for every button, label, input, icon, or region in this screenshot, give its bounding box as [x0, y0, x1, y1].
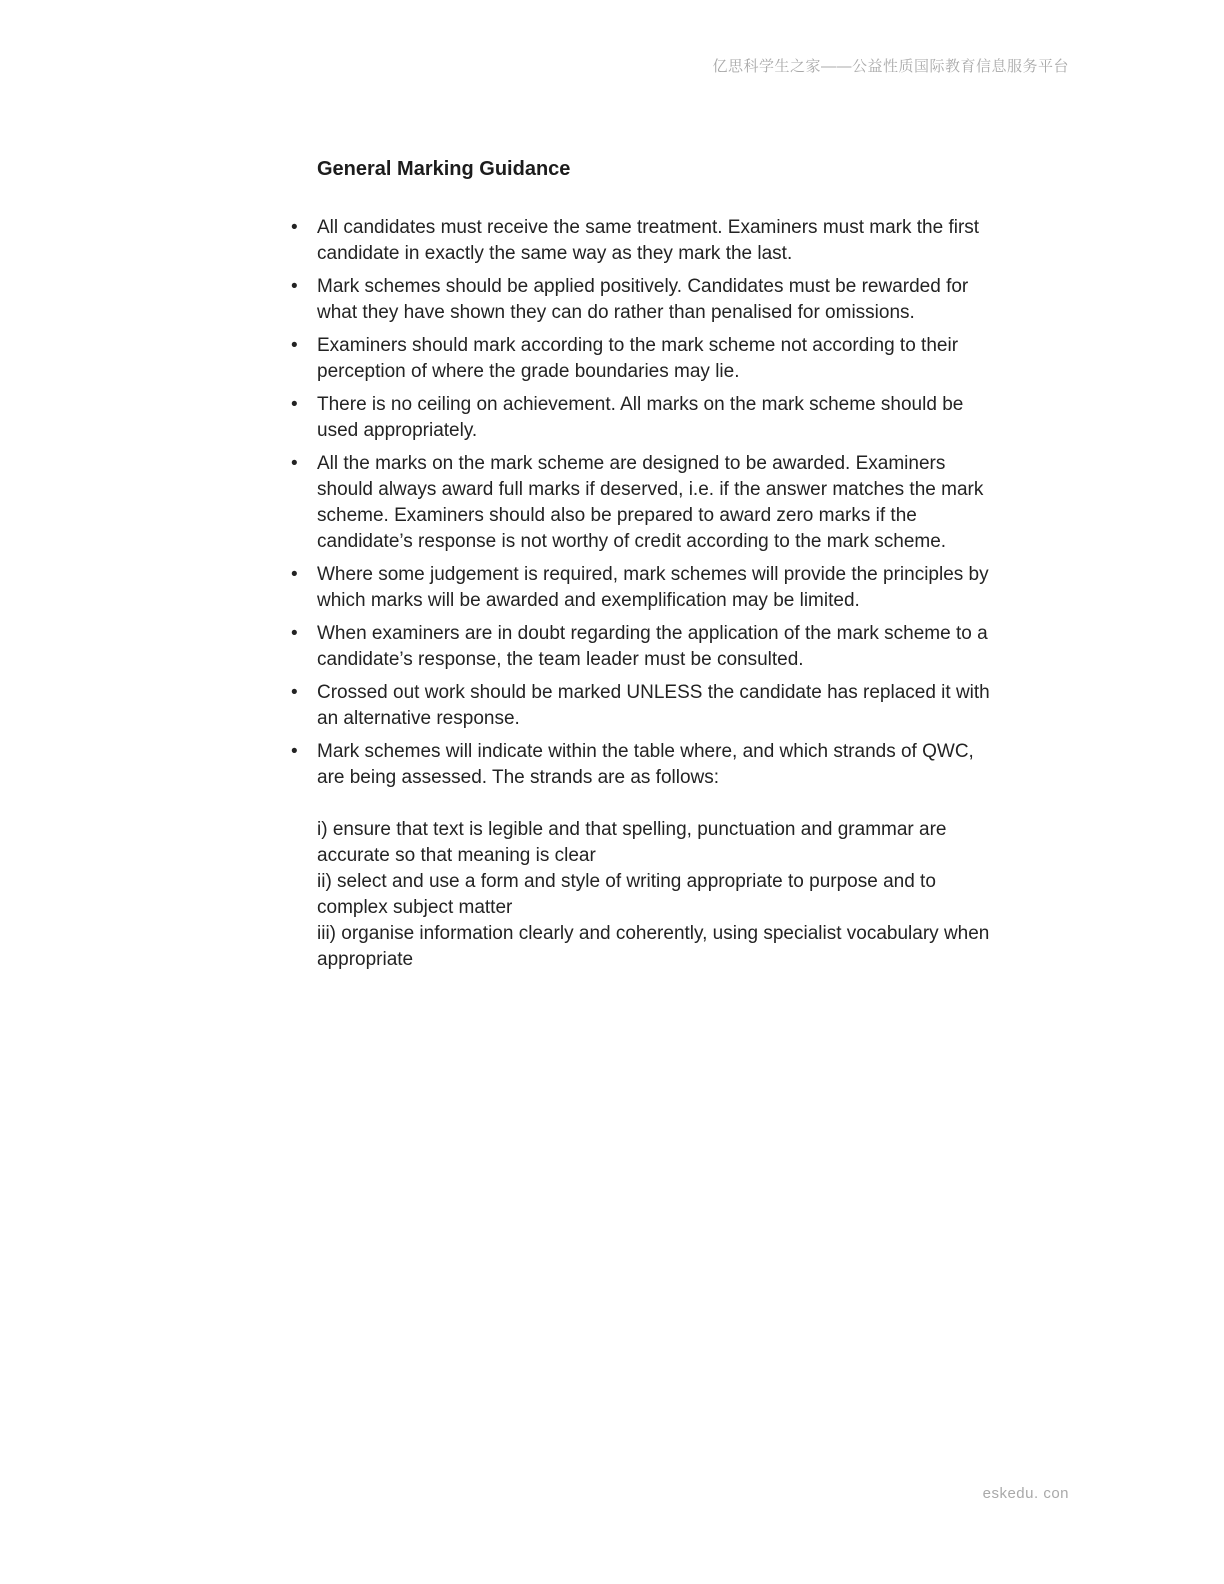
bullet-text: Examiners should mark according to the mark scheme not according to their perception of where the grade boundaries may lie.	[317, 335, 959, 382]
bullet-text: When examiners are in doubt regarding the application of the mark scheme to a candidate’s response, the team leader must be consulted.	[317, 623, 988, 670]
header-watermark: 亿思科学生之家——公益性质国际教育信息服务平台	[712, 58, 1069, 75]
page-content	[317, 158, 997, 980]
guidance-bullet	[317, 392, 997, 444]
bullet-text: All candidates must receive the same treatment. Examiners must mark the first candidate in exactly the same way as they mark the last.	[317, 217, 980, 264]
strand-item: iii) organise information clearly and coherently, using specialist vocabulary when appropriate	[317, 923, 990, 970]
guidance-bullet	[317, 274, 997, 326]
guidance-bullet	[317, 333, 997, 385]
guidance-bullet	[317, 621, 997, 673]
bullet-text: Mark schemes will indicate within the table where, and which strands of QWC, are being assessed. The strands are as follows:	[317, 741, 974, 788]
footer-watermark: eskedu. con	[982, 1485, 1069, 1502]
guidance-bullet	[317, 680, 997, 732]
bullet-text: There is no ceiling on achievement. All marks on the mark scheme should be used appropriately.	[317, 394, 964, 441]
bullet-text: Mark schemes should be applied positively. Candidates must be rewarded for what they have shown they can do rather than penalised for omissions.	[317, 276, 969, 323]
bullet-text: All the marks on the mark scheme are designed to be awarded. Examiners should always award full marks if deserved, i.e. if the answer matches the mark scheme. Examiners should also be prepared to award zero marks if the candidate’s response is not worthy of credit according to the mark scheme.	[317, 453, 984, 552]
guidance-list	[317, 215, 997, 973]
page-title: General Marking Guidance	[317, 158, 571, 180]
guidance-bullet	[317, 562, 997, 614]
bullet-text: Crossed out work should be marked UNLESS the candidate has replaced it with an alternative response.	[317, 682, 990, 729]
guidance-bullet-qwc	[317, 739, 997, 973]
qwc-strands	[317, 817, 997, 973]
bullet-text: Where some judgement is required, mark schemes will provide the principles by which marks will be awarded and exemplification may be limited.	[317, 564, 989, 611]
strand-item: ii) select and use a form and style of writing appropriate to purpose and to complex subject matter	[317, 871, 936, 918]
guidance-bullet	[317, 215, 997, 267]
strand-item: i) ensure that text is legible and that spelling, punctuation and grammar are accurate so that meaning is clear	[317, 819, 947, 866]
guidance-bullet	[317, 451, 997, 555]
